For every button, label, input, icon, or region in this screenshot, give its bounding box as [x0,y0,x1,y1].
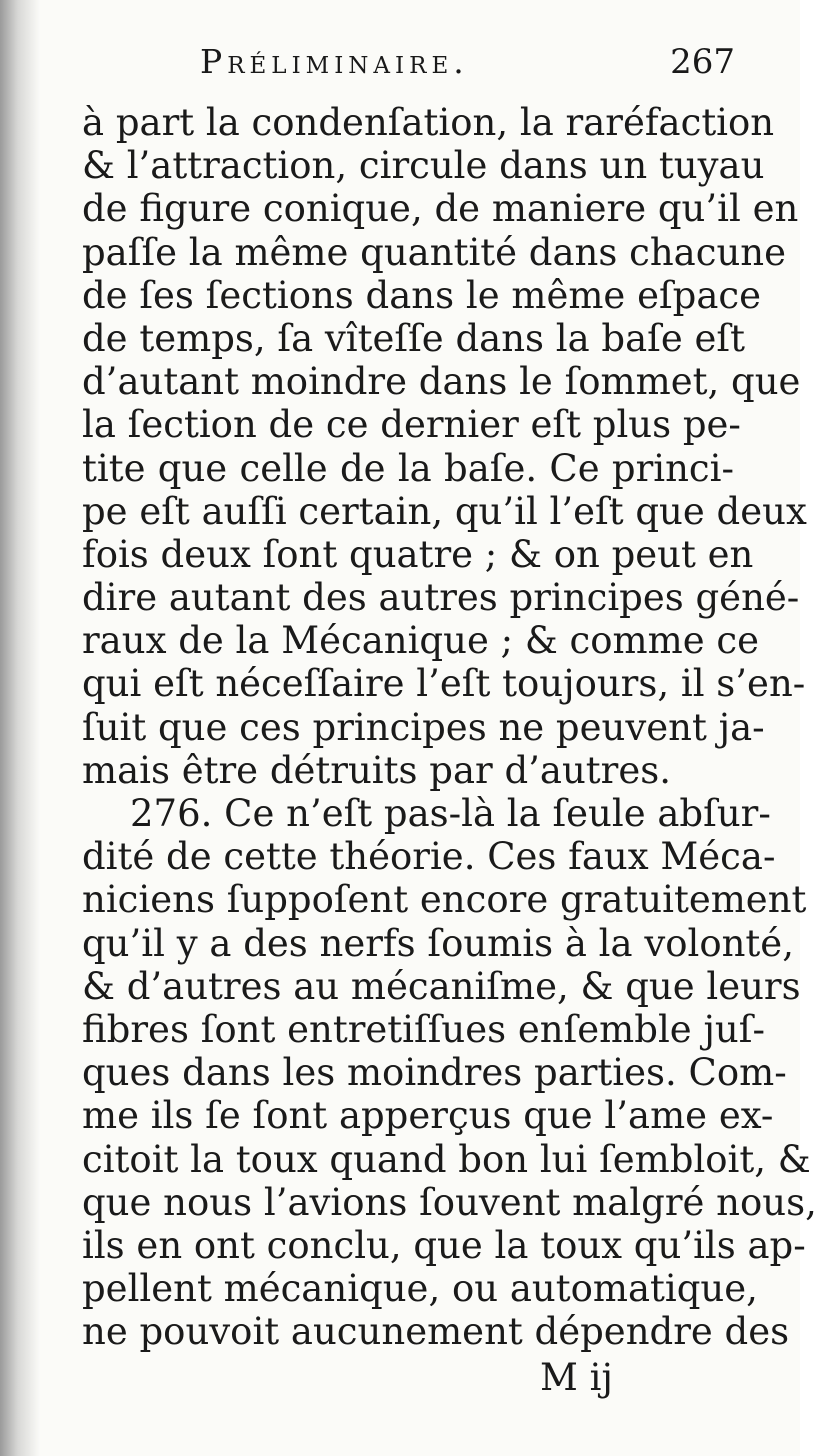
text-line: ne pouvoit aucunement dépendre des [82,1310,790,1354]
text-line: ils en ont conclu, que la toux qu’ils ap- [82,1223,806,1267]
text-line: de ſes ſections dans le même eſpace [82,273,762,317]
text-line: raux de la Mécanique ; & comme ce [82,619,759,663]
text-line: niciens ſuppoſent encore gratuitement [82,878,807,922]
text-line: dire autant des autres principes géné- [82,576,800,620]
signature-mark: M ij [540,1356,613,1399]
text-line: pellent mécanique, ou automatique, [82,1267,758,1311]
text-line-paragraph-start: 276. Ce n’eſt pas-là la ſeule abſur- [130,792,771,835]
text-line: ſuit que ces principes ne peuvent ja- [82,705,765,749]
gutter-shadow [0,0,40,1456]
running-title: Préliminaire. [200,42,469,81]
page-number: 267 [670,42,735,82]
text-line: qu’il y a des nerfs ſoumis à la volonté, [82,921,794,965]
text-line: dité de cette théorie. Ces faux Méca- [82,835,776,879]
text-line: fois deux ſont quatre ; & on peut en [82,532,754,576]
text-line: de temps, ſa vîteſſe dans la baſe eſt [82,316,745,360]
text-line: que nous l’avions ſouvent malgré nous, [82,1180,817,1224]
text-line: de figure conique, de maniere qu’il en [82,187,799,231]
text-line: tite que celle de la baſe. Ce princi- [82,446,734,490]
text-line: ques dans les moindres parties. Com- [82,1051,787,1095]
running-head [200,42,735,92]
text-line: la ſection de ce dernier eſt plus pe- [82,403,741,447]
text-line-paragraph-end: mais être détruits par d’autres. [82,748,671,792]
text-line: qui eſt néceſſaire l’eſt toujours, il s’en- [82,662,806,706]
text-line: citoit la toux quand bon lui ſembloit, & [82,1137,811,1181]
text-line: pe eſt auſſi certain, qu’il l’eſt que deux [82,489,807,533]
text-line: & d’autres au mécaniſme, & que leurs [82,964,801,1008]
text-line: d’autant moindre dans le ſommet, que [82,360,801,404]
text-line: & l’attraction, circule dans un tuyau [82,144,765,188]
text-line: à part la condenſation, la raréfaction [82,101,775,144]
text-line: me ils ſe ſont apperçus que l’ame ex- [82,1094,774,1138]
text-line: fibres ſont entretiſſues enſemble juſ- [82,1007,765,1051]
text-line: paſſe la même quantité dans chacune [82,230,787,274]
body-text [82,101,817,1354]
